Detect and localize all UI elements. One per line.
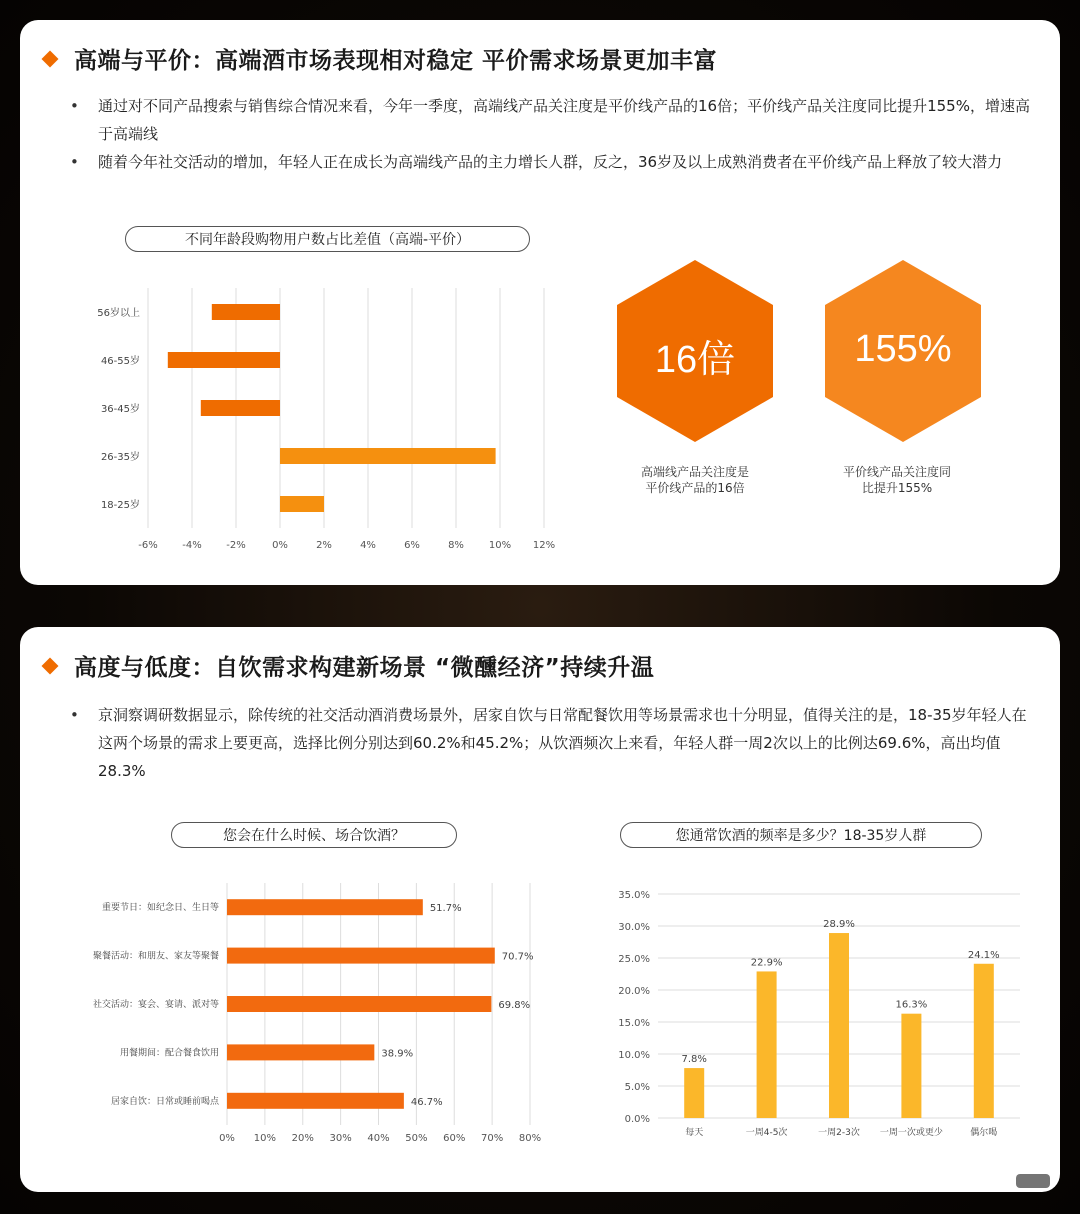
x-tick-label: 60% [443,1133,466,1144]
category-label: 每天 [685,1128,704,1138]
x-tick-label: -4% [182,540,202,551]
data-label: 51.7% [429,903,462,915]
section1-heading [42,42,717,75]
data-label: 7.8% [681,1054,707,1066]
drinking-frequency-bar-chart [580,867,1050,1167]
x-tick-label: 0% [219,1133,235,1144]
section1-title: 高端与平价：高端酒市场表现相对稳定 平价需求场景更加丰富 [74,48,718,74]
data-label: 16.3% [895,999,928,1011]
data-label: 28.9% [823,919,855,931]
stat-hex-155pct [823,260,983,446]
section2-bullets [70,701,1040,785]
bar [280,448,496,464]
data-label: 46.7% [410,1096,443,1108]
y-tick-label: 5.0% [624,1082,650,1093]
chart2-title-pill: 您会在什么时候、场合饮酒？ [171,822,457,848]
chart3-title-pill: 您通常饮酒的频率是多少？18-35岁人群 [620,822,982,848]
x-tick-label: -2% [226,540,246,551]
y-tick-label: 15.0% [618,1018,650,1029]
caption-line: 平价线产品的16倍 [645,481,745,495]
bar [168,352,280,368]
x-tick-label: 4% [360,540,376,551]
data-label: 70.7% [501,951,534,963]
y-tick-label: 25.0% [618,954,650,965]
category-label: 用餐期间：配合餐食饮用 [119,1048,219,1059]
x-tick-label: 12% [532,540,556,551]
section1-bullets [70,92,1040,176]
bar [227,996,491,1012]
category-label: 一周4-5次 [745,1128,788,1138]
category-label: 46-55岁 [100,356,140,367]
bar [829,933,849,1118]
x-tick-label: 80% [518,1133,542,1144]
bullet-item: • 京洞察调研数据显示，除传统的社交活动酒消费场景外，居家自饮与日常配餐饮用等场景需求也十分明显，值得关注的是，18-35岁年轻人在这两个场景的需求上要更高，选择比例分别达到60.2%和45.2%；从饮酒频次上来看，年轻人群一周2次以上的比例达69.6%，高出均值28.3% [70,701,1040,785]
x-tick-label: 10% [488,540,512,551]
category-label: 18-25岁 [100,500,140,511]
chart1-title-pill: 不同年龄段购物用户数占比差值（高端-平价） [125,226,530,252]
bar [212,304,280,320]
bar [201,400,280,416]
panel-high-vs-budget [20,20,1060,585]
caption-line: 比提升155% [861,481,933,495]
bar [684,1068,704,1118]
stat-value-155pct: 155% [854,328,952,370]
category-label: 重要节日：如纪念日、生日等 [101,903,219,914]
bar [757,971,777,1118]
x-tick-label: 70% [481,1133,504,1144]
diamond-bullet-icon [42,657,59,674]
bar [227,899,423,915]
category-label: 一周一次或更少 [879,1128,943,1138]
x-tick-label: 8% [448,540,464,551]
bar [227,1093,404,1109]
bullet-item: • 随着今年社交活动的增加，年轻人正在成长为高端线产品的主力增长人群，反之，36岁及以上成熟消费者在平价线产品上释放了较大潜力 [70,148,1040,176]
y-tick-label: 30.0% [618,922,650,933]
data-label: 24.1% [967,949,1000,961]
x-tick-label: 50% [405,1133,428,1144]
age-diff-bar-chart [20,280,590,565]
bar [974,964,994,1118]
section2-title: 高度与低度：自饮需求构建新场景 “微醺经济”持续升温 [74,655,655,681]
y-tick-label: 10.0% [618,1050,650,1061]
category-label: 一周2-3次 [818,1128,860,1138]
category-label: 偶尔喝 [970,1128,998,1138]
category-label: 居家自饮：日常或睡前喝点 [110,1096,219,1107]
section2-heading [42,649,654,682]
x-tick-label: 0% [272,540,288,551]
category-label: 聚餐活动：和朋友、家友等聚餐 [92,951,219,962]
bar [227,1044,374,1060]
caption-line: 平价线产品关注度同 [842,465,951,479]
stat-value-16x: 16倍 [654,339,736,381]
category-label: 26-35岁 [100,452,140,463]
panel-high-vs-low-abv [20,627,1060,1192]
y-tick-label: 35.0% [618,890,650,901]
x-tick-label: 40% [367,1133,390,1144]
x-tick-label: 20% [291,1133,314,1144]
x-tick-label: 6% [404,540,420,551]
bar [901,1014,921,1118]
bar [227,948,495,964]
caption-line: 高端线产品关注度是 [640,465,749,479]
stat-hex-16x [615,260,775,446]
y-tick-label: 20.0% [618,986,650,997]
category-label: 36-45岁 [100,404,140,415]
stat-caption-155pct [807,464,987,496]
x-tick-label: 10% [253,1133,276,1144]
category-label: 社交活动：宴会、宴请、派对等 [92,1000,219,1010]
data-label: 22.9% [750,957,783,969]
bullet-item: • 通过对不同产品搜索与销售综合情况来看，今年一季度，高端线产品关注度是平价线产品的16倍；平价线产品关注度同比提升155%，增速高于高端线 [70,92,1040,148]
category-label: 56岁以上 [97,308,140,319]
bar [280,496,324,512]
data-label: 69.8% [498,1000,531,1011]
x-tick-label: -6% [138,540,158,551]
x-tick-label: 30% [329,1133,352,1144]
y-tick-label: 0.0% [624,1114,650,1125]
stat-caption-16x [605,464,785,496]
x-tick-label: 2% [316,540,332,551]
diamond-bullet-icon [42,50,59,67]
data-label: 38.9% [381,1048,414,1060]
watermark-logo [1016,1174,1050,1188]
drinking-occasion-bar-chart [20,867,580,1167]
